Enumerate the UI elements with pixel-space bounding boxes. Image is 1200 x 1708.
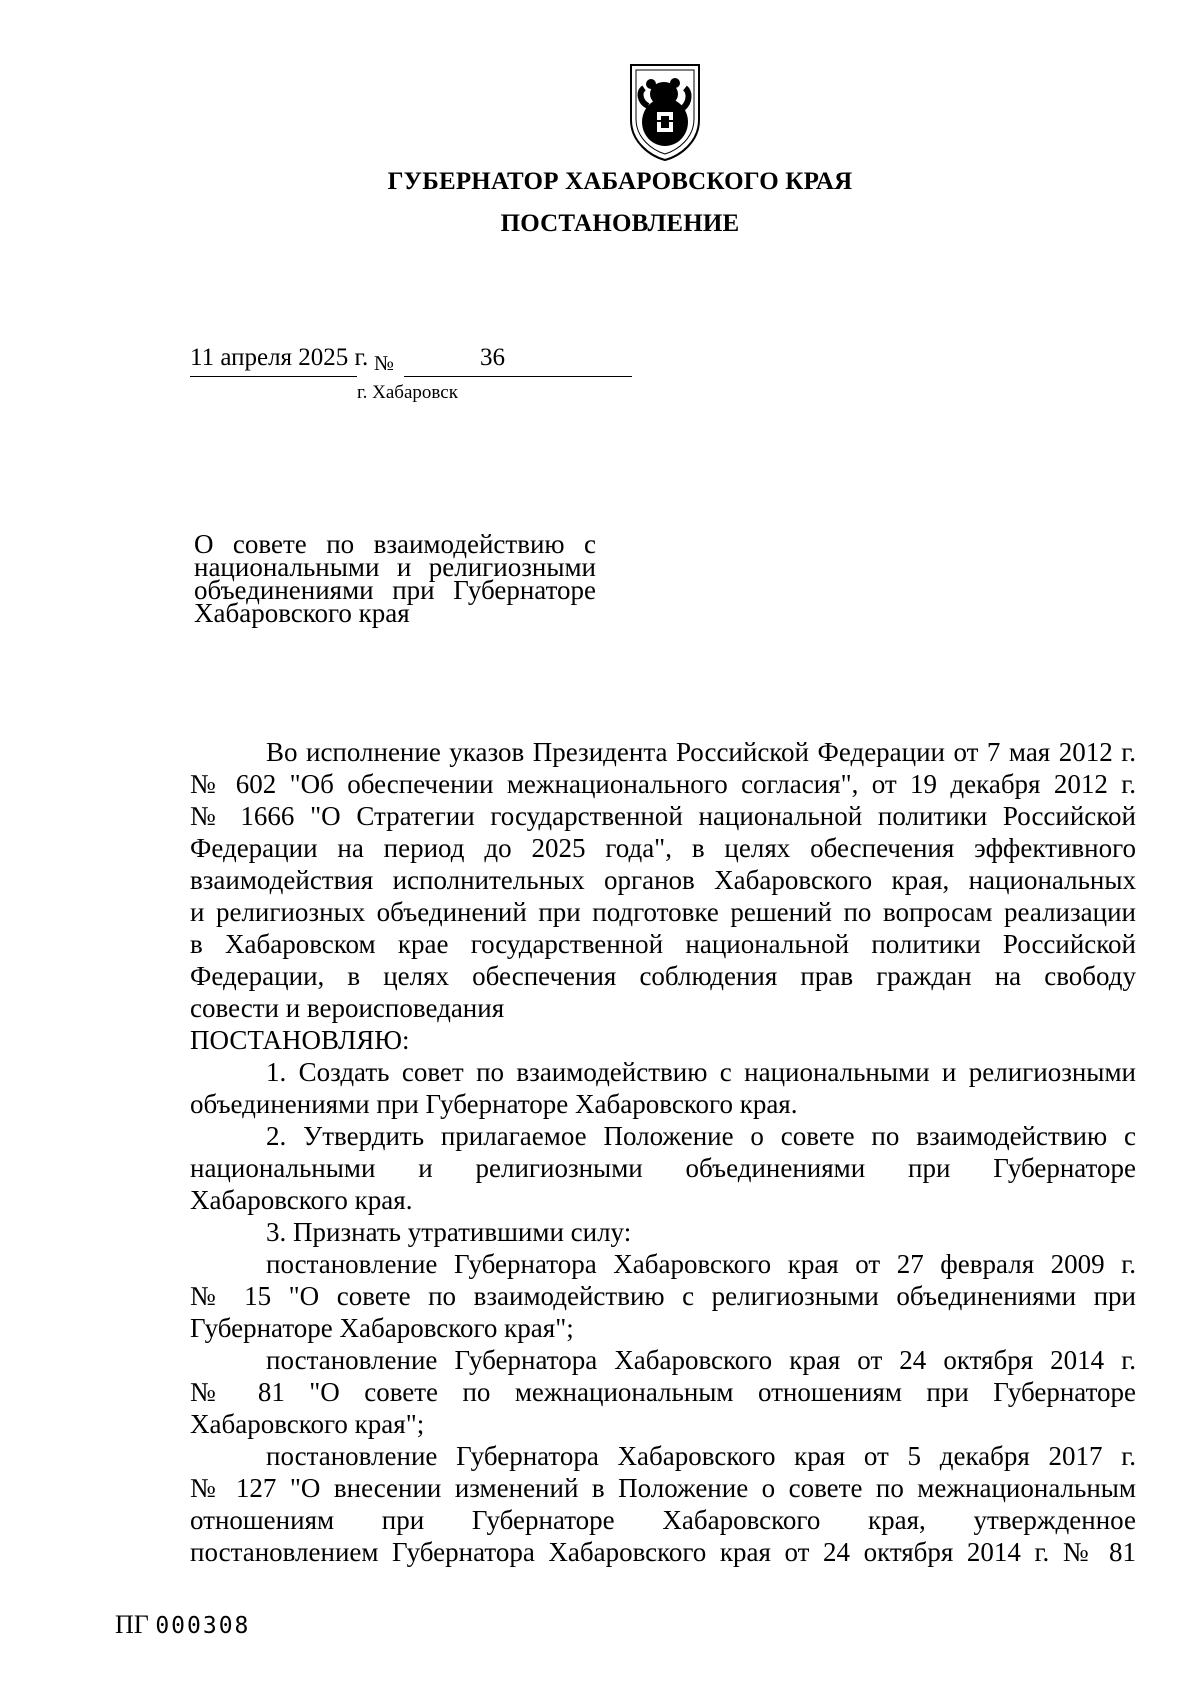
number-underline xyxy=(404,376,632,377)
body-line: № 15 "О совете по взаимодействию с религиозными объединениями при xyxy=(190,1281,1136,1311)
form-serial-number xyxy=(115,1610,250,1640)
date-underline xyxy=(190,376,357,377)
body-line: 3. Признать утратившими силу: xyxy=(266,1217,632,1247)
body-line: национальными и религиозными объединениями при Губернаторе xyxy=(190,1153,1136,1183)
document-subject xyxy=(194,529,604,628)
body-line: взаимодействия исполнительных органов Хабаровского края, национальных xyxy=(190,865,1136,895)
body-line: № 602 "Об обеспечении межнационального согласия", от 19 декабря 2012 г. xyxy=(190,769,1136,799)
body-line: Федерации, в целях обеспечения соблюдения прав граждан на свободу xyxy=(190,961,1136,991)
body-line: объединениями при Губернаторе Хабаровского края. xyxy=(190,1089,798,1119)
body-line: Федерации на период до 2025 года", в целях обеспечения эффективного xyxy=(190,833,1136,863)
document-date: 11 апреля 2025 г. xyxy=(190,344,369,371)
body-line: постановлением Губернатора Хабаровского края от 24 октября 2014 г. № 81 xyxy=(190,1537,1136,1567)
body-line: Хабаровского края. xyxy=(190,1185,413,1215)
document-type: ПОСТАНОВЛЕНИЕ xyxy=(500,210,740,237)
form-serial: 000308 xyxy=(155,1613,251,1639)
body-line: постановление Губернатора Хабаровского края от 5 декабря 2017 г. xyxy=(266,1441,1136,1471)
document-city: г. Хабаровск xyxy=(357,382,458,403)
body-line: Во исполнение указов Президента Российской Федерации от 7 мая 2012 г. xyxy=(266,737,1136,767)
body-line: 1. Создать совет по взаимодействию с национальными и религиозными xyxy=(266,1057,1136,1087)
body-line: Губернаторе Хабаровского края"; xyxy=(190,1313,574,1343)
body-line: № 81 "О совете по межнациональным отношениям при Губернаторе xyxy=(190,1377,1136,1407)
body-line: № 1666 "О Стратегии государственной национальной политики Российской xyxy=(190,801,1136,831)
number-label: № xyxy=(374,351,395,375)
body-line: совести и вероисповедания xyxy=(190,993,505,1023)
body-line: постановление Губернатора Хабаровского края от 27 февраля 2009 г. xyxy=(266,1249,1136,1279)
body-line: постановление Губернатора Хабаровского края от 24 октября 2014 г. xyxy=(266,1345,1136,1375)
form-series: ПГ xyxy=(115,1610,149,1639)
coat-of-arms-emblem xyxy=(628,62,702,162)
authority-title: ГУБЕРНАТОР ХАБАРОВСКОГО КРАЯ xyxy=(387,168,853,195)
subject-line: национальными и религиозными xyxy=(194,552,596,582)
body-line: в Хабаровском крае государственной национальной политики Российской xyxy=(190,929,1136,959)
document-body xyxy=(190,736,1136,1568)
subject-line: Хабаровского края xyxy=(194,598,410,628)
body-line: № 127 "О внесении изменений в Положение о совете по межнациональным xyxy=(190,1473,1136,1503)
subject-line: объединениями при Губернаторе xyxy=(194,575,596,605)
resolution-heading: ПОСТАНОВЛЯЮ: xyxy=(190,1025,410,1055)
body-line: 2. Утвердить прилагаемое Положение о совете по взаимодействию с xyxy=(266,1121,1136,1151)
document-number: 36 xyxy=(480,344,505,371)
subject-line: О совете по взаимодействию с xyxy=(194,529,596,559)
body-line: и религиозных объединений при подготовке решений по вопросам реализации xyxy=(190,897,1136,927)
body-line: Хабаровского края"; xyxy=(190,1409,425,1439)
body-line: отношениям при Губернаторе Хабаровского края, утвержденное xyxy=(190,1505,1136,1535)
